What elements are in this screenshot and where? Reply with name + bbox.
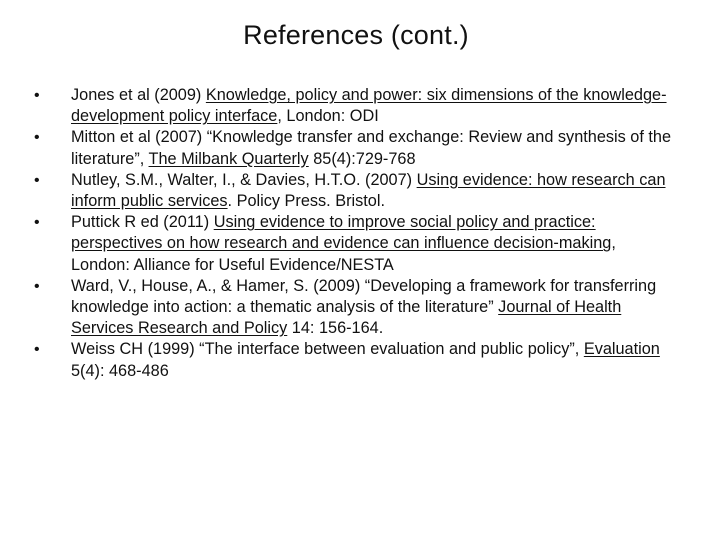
- reference-source-title: Knowledge, policy and power: six dimensions of the knowledge-development policy interface: [71, 86, 667, 126]
- slide-title: References (cont.): [243, 20, 469, 50]
- reference-text: . Policy Press. Bristol.: [227, 192, 385, 211]
- reference-list: [34, 85, 674, 382]
- reference-source-title: The Milbank Quarterly: [148, 149, 309, 168]
- bullet-icon: •: [34, 129, 40, 147]
- bullet-icon: •: [34, 214, 40, 232]
- reference-item: [34, 85, 674, 127]
- reference-text: Puttick R ed (2011): [71, 213, 214, 232]
- reference-item: [34, 170, 674, 212]
- bullet-icon: •: [34, 277, 40, 295]
- reference-source-title: Journal of Health Services Research and Policy: [71, 298, 622, 338]
- reference-text: Ward, V., House, A., & Hamer, S. (2009) “Developing a framework for transferring knowledge into action: a thematic analysis of the literature”: [71, 276, 657, 317]
- bullet-icon: •: [34, 171, 40, 189]
- reference-item: [34, 276, 674, 340]
- reference-text: Jones et al (2009): [71, 86, 206, 104]
- reference-item: [34, 127, 674, 169]
- reference-text: , London: ODI: [277, 107, 379, 126]
- reference-source-title: Using evidence: how research can inform public services: [71, 170, 666, 211]
- reference-source-title: Using evidence to improve social policy and practice: perspectives on how research and evidence can influence decision-making: [71, 213, 612, 253]
- reference-text: 5(4): 468-486: [71, 361, 169, 380]
- reference-text: Weiss CH (1999) “The interface between evaluation and public policy”,: [71, 340, 584, 359]
- bullet-icon: •: [34, 87, 40, 104]
- reference-text: 85(4):729-768: [308, 149, 416, 168]
- reference-item: [34, 339, 674, 381]
- reference-text: 14: 156-164.: [287, 319, 384, 338]
- reference-text: Mitton et al (2007) “Knowledge transfer and exchange: Review and synthesis of the literature”,: [71, 128, 672, 168]
- bullet-icon: •: [34, 341, 40, 359]
- reference-text: Nutley, S.M., Walter, I., & Davies, H.T.O. (2007): [71, 170, 417, 189]
- reference-source-title: Evaluation: [583, 340, 660, 359]
- reference-item: [34, 212, 674, 276]
- reference-text: , London: Alliance for Useful Evidence/NESTA: [71, 234, 616, 274]
